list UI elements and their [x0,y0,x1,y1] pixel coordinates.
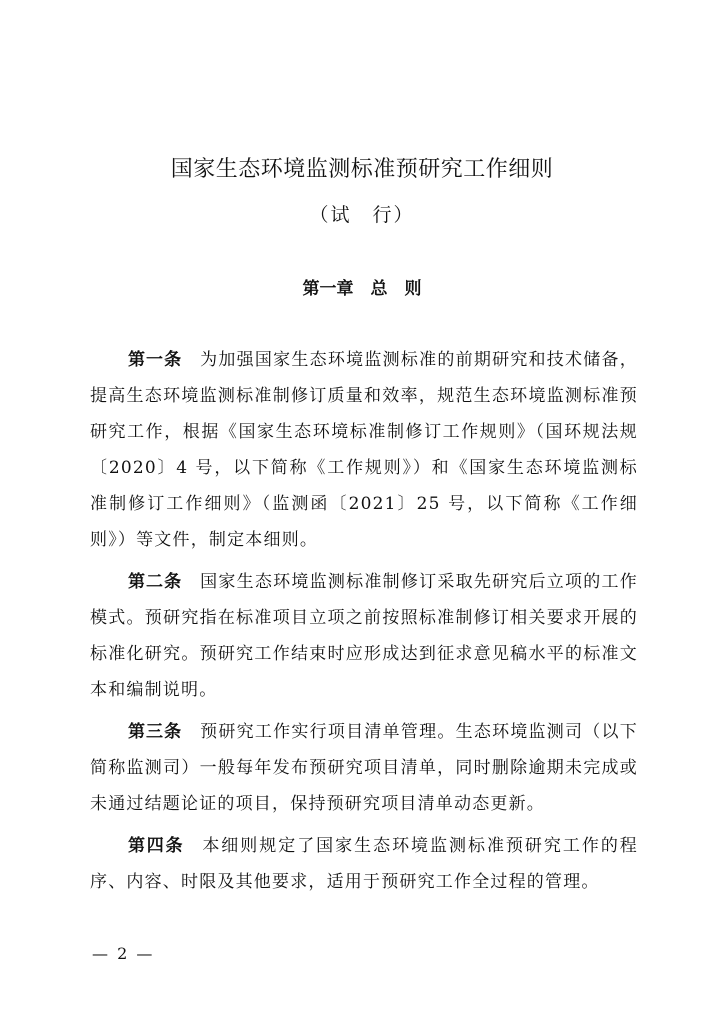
article-2 [90,564,638,708]
article-text: 预研究工作实行项目清单管理。生态环境监测司（以下简称监测司）一般每年发布预研究项目清单，同时删除逾期未完成或未通过结题论证的项目，保持预研究项目清单动态更新。 [90,722,638,814]
body-text [90,342,638,906]
chapter-heading: 第一章 总 则 [302,279,422,299]
article-label: 第二条 [128,572,183,592]
document-title: 国家生态环境监测标准预研究工作细则 [170,157,554,182]
article-label: 第一条 [128,350,183,370]
article-4 [90,828,638,900]
page-number: — 2 — [92,944,155,963]
article-text: 本细则规定了国家生态环境监测标准预研究工作的程序、内容、时限及其他要求，适用于预研究工作全过程的管理。 [90,836,638,892]
document-subtitle: （试 行） [309,204,415,226]
article-text: 为加强国家生态环境监测标准的前期研究和技术储备，提高生态环境监测标准制修订质量和效率，规范生态环境监测标准预研究工作，根据《国家生态环境标准制修订工作规则》（国环规法规〔2020〕4 号，以下简称《工作规则》）和《国家生态环境监测标准制修订工作细则》（监测函〔2021〕25 号，以下简称《工作细则》）等文件，制定本细则。 [90,350,638,550]
article-label: 第三条 [128,722,183,742]
article-label: 第四条 [128,836,185,856]
article-text: 国家生态环境监测标准制修订采取先研究后立项的工作模式。预研究指在标准项目立项之前按照标准制修订相关要求开展的标准化研究。预研究工作结束时应形成达到征求意见稿水平的标准文本和编制说明。 [90,572,638,700]
article-3 [90,714,638,822]
article-1 [90,342,638,558]
